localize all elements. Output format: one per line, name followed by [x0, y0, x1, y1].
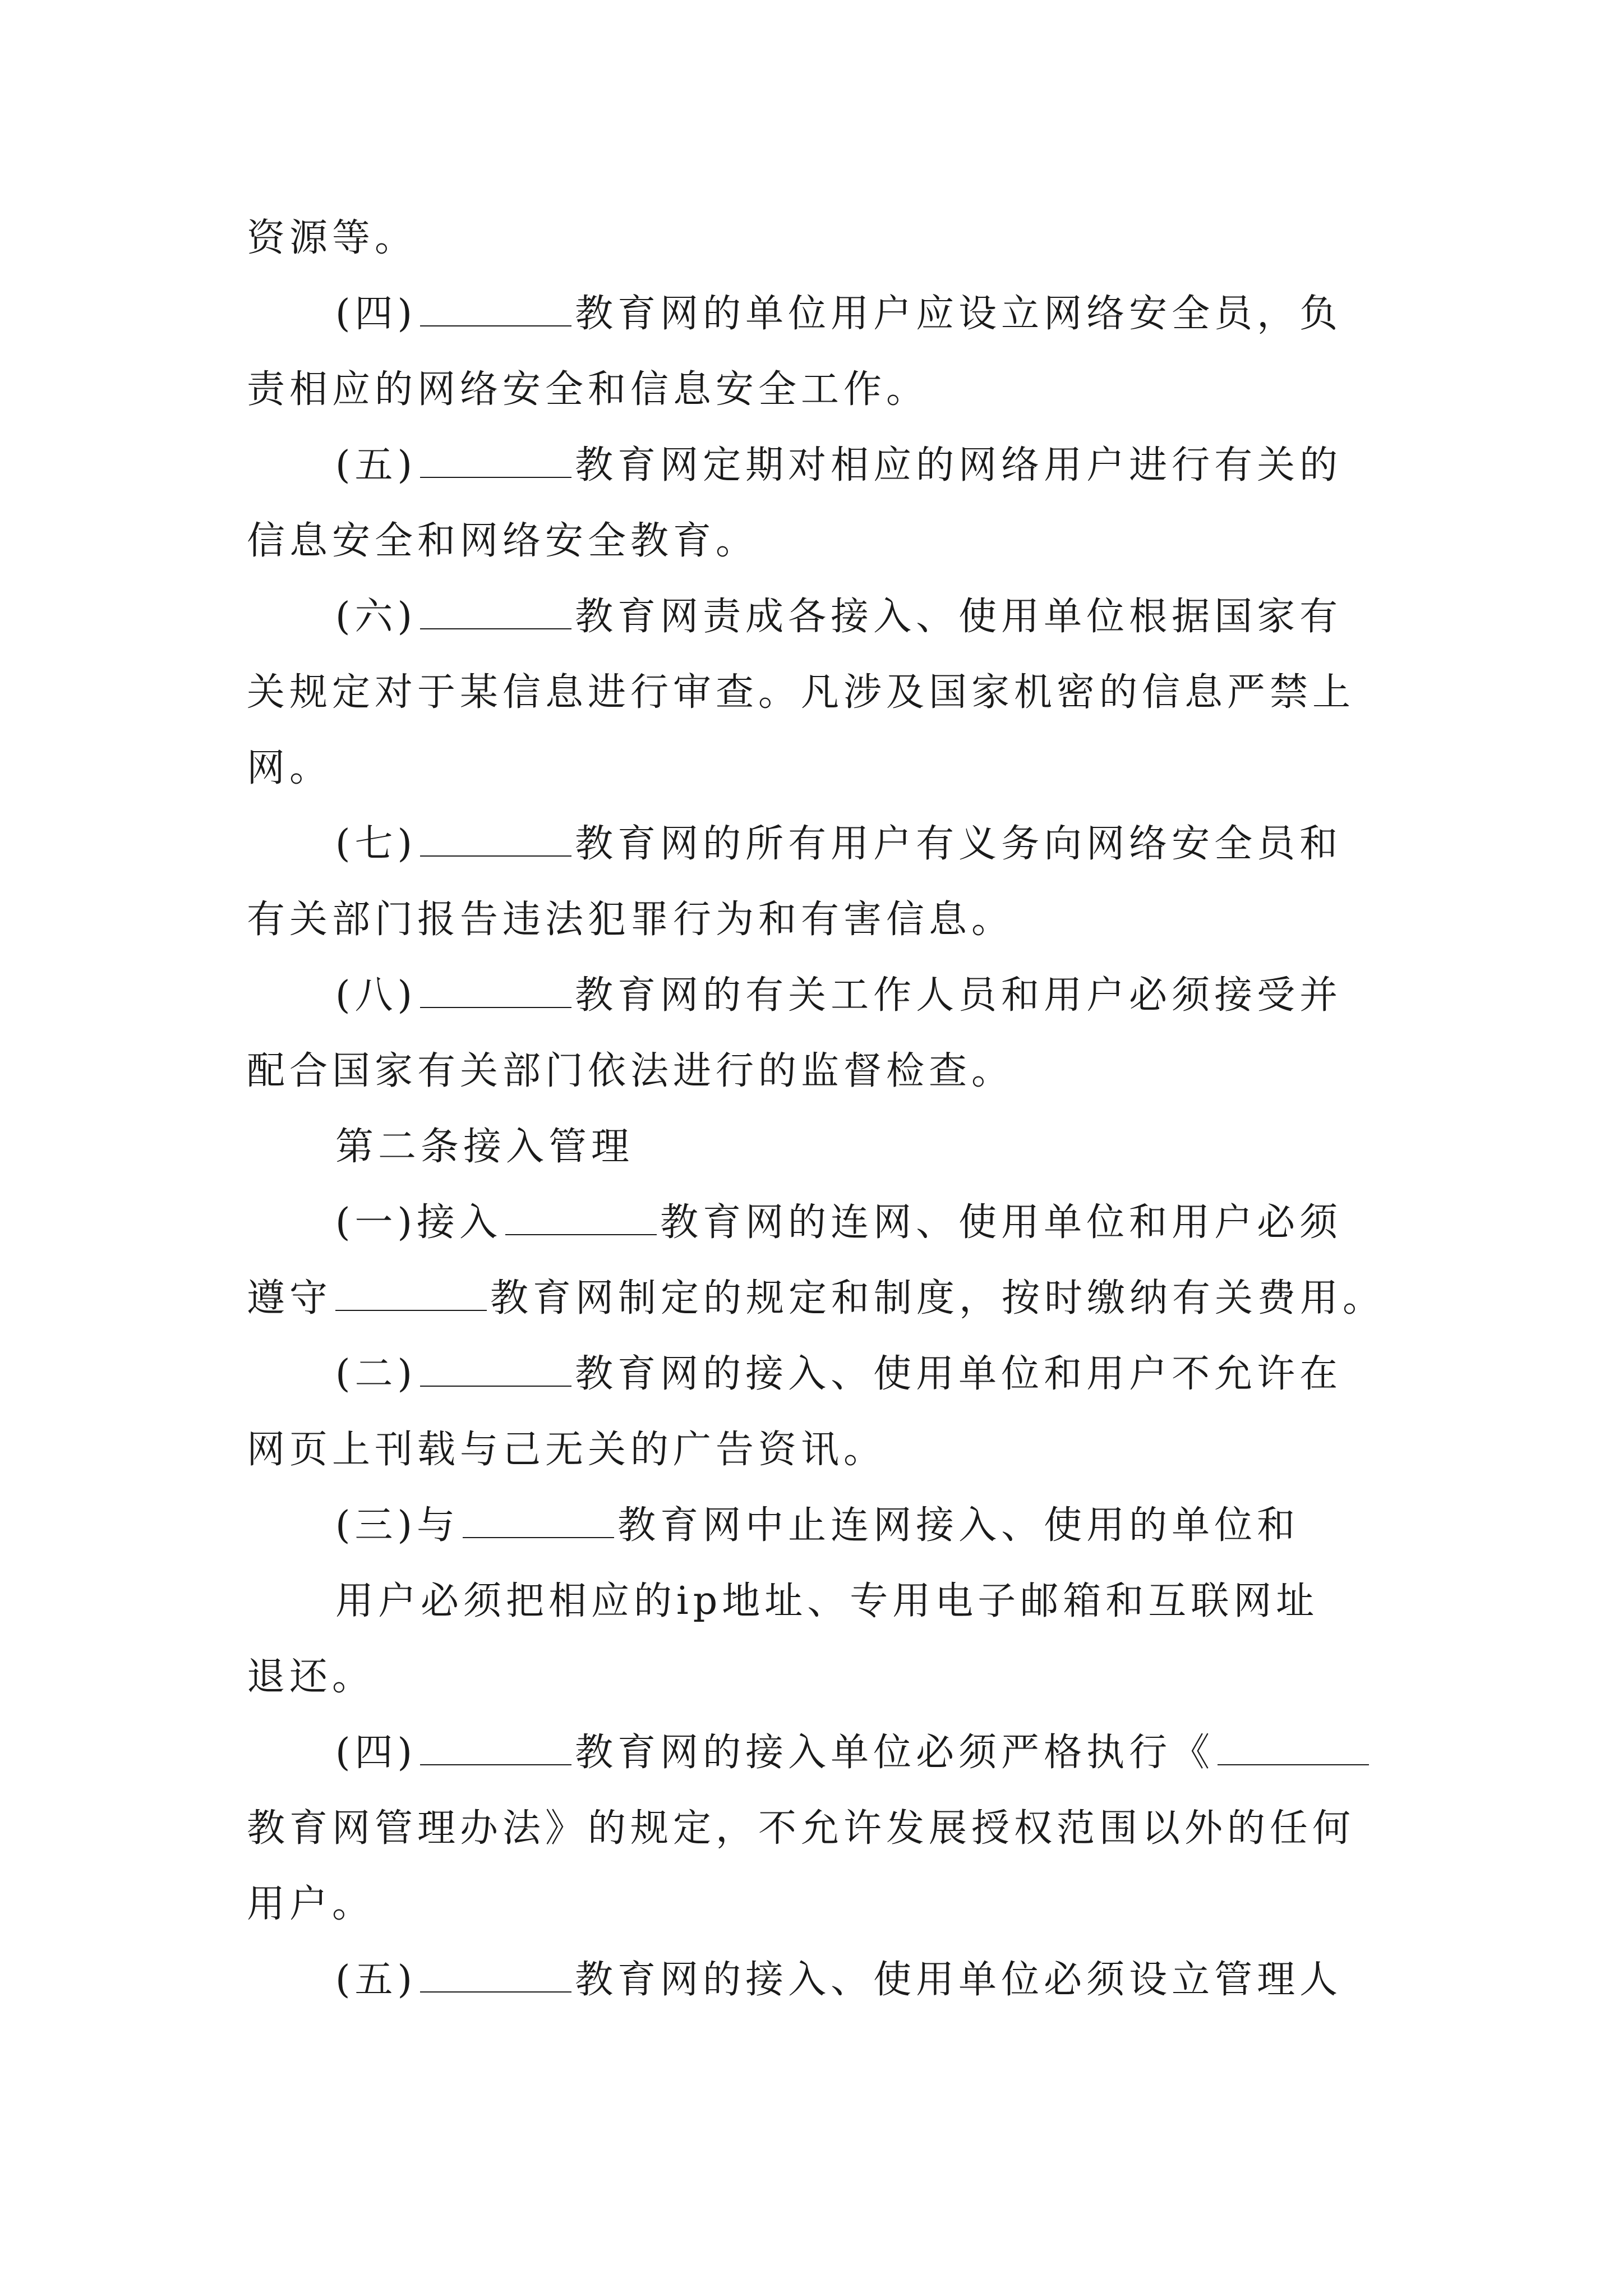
text-segment: 遵守 [247, 1276, 333, 1320]
text-line [247, 1049, 1014, 1094]
text-line [335, 443, 1342, 488]
blank-underline [420, 1352, 571, 1387]
text-segment: 教育网的连网、使用单位和用户必须 [660, 1200, 1343, 1245]
text-segment: 有关部门报告违法犯罪行为和有害信息。 [247, 898, 1015, 942]
text-line [247, 519, 758, 564]
text-segment: 教育网的所有用户有义务向网络安全员和 [575, 822, 1343, 866]
text-segment: 教育网定期对相应的网络用户进行有关的 [575, 443, 1343, 487]
text-segment: 教育网的单位用户应设立网络安全员，负 [575, 292, 1343, 336]
blank-underline [505, 1200, 657, 1235]
text-line [247, 1882, 375, 1927]
section-heading [335, 1125, 634, 1170]
item-number: (七) [335, 822, 417, 866]
text-segment: 教育网管理办法》的规定，不允许发展授权范围以外的任何 [247, 1806, 1355, 1851]
text-line [335, 1503, 1299, 1548]
text-segment: 信息安全和网络安全教育。 [247, 519, 759, 563]
item-number: (八) [335, 973, 417, 1018]
item-number: (五) [335, 443, 417, 487]
blank-underline [420, 973, 571, 1008]
text-line [247, 367, 929, 412]
blank-underline [420, 595, 571, 629]
text-segment: 资源等。 [247, 216, 418, 260]
item-number: (六) [335, 595, 417, 639]
text-segment: 教育网制定的规定和制度，按时缴纳有关费用。 [490, 1276, 1386, 1320]
text-segment: 教育网责成各接入、使用单位根据国家有 [575, 595, 1343, 639]
blank-underline [420, 292, 571, 326]
text-segment: 关规定对于某信息进行审查。凡涉及国家机密的信息严禁上 [247, 670, 1355, 715]
text-segment: 教育网的接入、使用单位和用户不允许在 [575, 1352, 1343, 1396]
text-line [247, 1276, 1385, 1321]
text-segment: 配合国家有关部门依法进行的监督检查。 [247, 1049, 1015, 1093]
item-number: (四) [335, 1731, 417, 1775]
item-number: (四) [335, 292, 417, 336]
text-segment: 用户。 [247, 1882, 375, 1926]
text-segment: 网。 [247, 746, 333, 790]
text-line [247, 670, 1355, 715]
text-line [335, 822, 1342, 867]
text-line [247, 898, 1014, 942]
text-line [335, 595, 1342, 639]
item-number: (一)接入 [335, 1200, 502, 1245]
text-segment: 第二条接入管理 [335, 1125, 634, 1169]
text-segment: 退还。 [247, 1655, 375, 1699]
blank-underline [420, 822, 571, 857]
blank-underline [420, 1731, 571, 1765]
text-segment: 教育网中止连网接入、使用的单位和 [617, 1503, 1300, 1548]
text-line [335, 1352, 1342, 1397]
text-segment: 教育网的有关工作人员和用户必须接受并 [575, 973, 1343, 1018]
text-line [247, 1655, 375, 1700]
text-segment: 教育网的接入单位必须严格执行《 [575, 1731, 1215, 1775]
blank-underline [420, 1958, 571, 1993]
text-line [335, 1958, 1342, 2003]
text-segment: 教育网的接入、使用单位必须设立管理人 [575, 1958, 1343, 2002]
item-number: (五) [335, 1958, 417, 2002]
blank-underline [335, 1276, 487, 1311]
blank-underline [463, 1503, 614, 1538]
text-segment: 责相应的网络安全和信息安全工作。 [247, 367, 929, 412]
text-line [335, 1200, 1342, 1245]
text-line [335, 973, 1342, 1018]
text-line [247, 1806, 1355, 1851]
text-line [247, 746, 332, 791]
text-segment: 网页上刊载与己无关的广告资讯。 [247, 1428, 887, 1472]
blank-underline [1218, 1731, 1369, 1765]
item-number: (三)与 [335, 1503, 460, 1548]
text-line [335, 292, 1342, 337]
blank-underline [420, 443, 571, 478]
item-number: (二) [335, 1352, 417, 1396]
text-line [335, 1731, 1372, 1775]
text-line [247, 216, 417, 261]
text-line [247, 1428, 886, 1473]
text-segment: 用户必须把相应的ip地址、专用电子邮箱和互联网址 [335, 1579, 1319, 1623]
text-line [335, 1579, 1318, 1624]
